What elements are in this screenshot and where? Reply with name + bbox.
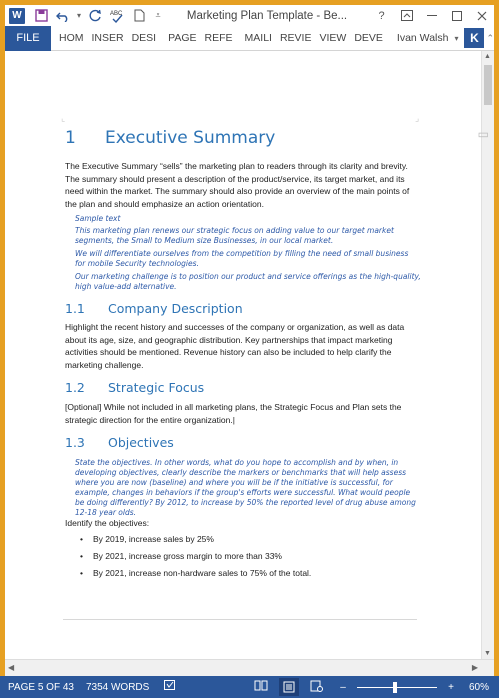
user-name[interactable]: Ivan Walsh [396, 32, 449, 44]
tab-view[interactable]: VIEW [319, 32, 347, 44]
heading-company-description [65, 301, 243, 316]
strategic-focus-paragraph: [Optional] While not included in all marketing plans, the Strategic Focus and Plan sets the strategic direction for the entire organization.| [65, 402, 402, 425]
heading-text: Company Description [108, 301, 243, 316]
ribbon-expand-icon[interactable]: ⌃ [486, 32, 495, 43]
scroll-down-icon[interactable]: ▼ [484, 650, 491, 657]
objectives-sample-paragraph: State the objectives. In other words, what do you hope to accomplish and by when, in developing objectives, clearly describe the markers or benchmarks that will help assess where you are now (baseline) and where you will be if the initiative is successful, for example, changes in behaviors if the group's efforts were successful. What would people be doing differently? By 2012, to increase by 50% the reported level of drug abuse among 12-18 year olds. [75, 458, 416, 517]
scroll-thumb[interactable] [484, 65, 492, 105]
customize-toolbar-icon[interactable]: ⩡ [155, 10, 161, 20]
list-item [80, 534, 214, 544]
document-area [5, 51, 494, 659]
user-menu-caret-icon[interactable]: ▾ [454, 33, 459, 43]
heading-text: Executive Summary [105, 128, 276, 148]
heading-strategic-focus [65, 380, 204, 395]
document-title: Marketing Plan Template - Be... [186, 9, 348, 22]
zoom-out-button[interactable]: – [340, 681, 346, 693]
help-button[interactable]: ? [378, 9, 385, 22]
scroll-left-icon[interactable]: ◀ [8, 663, 15, 672]
sample-text-label: Sample text [75, 214, 121, 223]
list-item [80, 568, 311, 578]
bullet-icon: • [80, 568, 83, 578]
web-layout-icon[interactable] [307, 680, 327, 695]
zoom-slider-thumb[interactable] [393, 682, 397, 693]
ribbon-tab-bar [5, 26, 494, 51]
save-icon[interactable] [31, 7, 51, 25]
proofing-icon[interactable] [161, 680, 181, 695]
heading-objectives [65, 435, 174, 450]
title-bar [5, 5, 494, 26]
vertical-scrollbar[interactable] [481, 51, 494, 659]
undo-icon[interactable] [53, 7, 73, 25]
heading-executive-summary [65, 128, 275, 148]
identify-objectives-text: Identify the objectives: [65, 518, 150, 528]
word-count[interactable]: 7354 WORDS [85, 681, 150, 693]
bullet-icon: • [80, 551, 83, 561]
avatar[interactable]: K [464, 28, 484, 48]
sample-paragraph: This marketing plan renews our strategic focus on adding value to our target market segments, the Small to Medium size Businesses, in our local market. [75, 226, 394, 245]
document-page[interactable] [5, 51, 481, 659]
ribbon-display-options-icon[interactable] [394, 5, 419, 26]
sample-paragraph: We will differentiate ourselves from the competition by filling the need of small business for mobile Security technologies. [75, 249, 409, 268]
heading-number: 1.3 [65, 435, 85, 450]
tab-file[interactable]: FILE [5, 26, 51, 51]
print-layout-icon[interactable] [279, 678, 299, 696]
heading-number: 1 [65, 128, 76, 148]
close-icon[interactable] [469, 5, 494, 26]
maximize-icon[interactable] [444, 5, 469, 26]
tab-references[interactable]: REFE [204, 32, 233, 44]
tab-developer[interactable]: DEVE [354, 32, 383, 44]
new-document-icon[interactable] [129, 7, 149, 25]
tab-design[interactable]: DESI [131, 32, 157, 44]
heading-text: Objectives [108, 435, 174, 450]
word-app-icon[interactable]: W [9, 8, 25, 24]
svg-text:ABC: ABC [110, 10, 123, 17]
page-count[interactable]: PAGE 5 OF 43 [8, 681, 74, 693]
tab-page-layout[interactable]: PAGE [168, 32, 197, 44]
horizontal-scrollbar[interactable] [5, 659, 494, 676]
sample-paragraph: Our marketing challenge is to position our product and service offerings as the high-quality, high value-add alternative. [75, 272, 421, 291]
list-item-text: By 2021, increase gross margin to more than 33% [93, 551, 282, 561]
margin-corner-mark: ⌟ [415, 113, 420, 123]
list-item-text: By 2021, increase non-hardware sales to 75% of the total. [93, 568, 312, 578]
zoom-in-button[interactable]: + [448, 681, 454, 693]
tab-home[interactable]: HOM [59, 32, 84, 44]
comment-icon[interactable]: ▭ [477, 127, 489, 141]
tab-review[interactable]: REVIE [279, 32, 312, 44]
bullet-icon: • [80, 534, 83, 544]
minimize-icon[interactable] [419, 5, 444, 26]
spelling-check-icon[interactable] [107, 7, 127, 25]
heading-text: Strategic Focus [108, 380, 205, 395]
scroll-up-icon[interactable]: ▲ [484, 53, 491, 60]
redo-icon[interactable] [85, 7, 105, 25]
status-bar [0, 676, 499, 698]
tab-insert[interactable]: INSER [91, 32, 124, 44]
undo-dropdown-icon[interactable]: ▾ [76, 11, 81, 20]
read-mode-icon[interactable] [251, 680, 271, 694]
executive-summary-paragraph: The Executive Summary “sells” the marketing plan to readers through its clarity and brevity. The summary should present a description of the product/service, its target market, and its need within the market. The summary should also provide an overview of the main points of the plan and should emphasize an action orientation. [65, 161, 410, 209]
tab-mailings[interactable]: MAILI [244, 32, 272, 44]
list-item [80, 551, 282, 561]
zoom-level[interactable]: 60% [468, 681, 489, 693]
company-description-paragraph: Highlight the recent history and successes of the company or organization, as well as data about its age, size, and geographic distribution. Key partnerships that impact marketing activities should be mentioned. Revenue history can also be included to help clarify the marketing challenge. [65, 322, 405, 370]
margin-corner-mark: ⌞ [61, 113, 66, 123]
zoom-slider[interactable] [357, 687, 437, 688]
page-footer-divider [63, 619, 417, 620]
scroll-right-icon[interactable]: ▶ [471, 663, 478, 672]
list-item-text: By 2019, increase sales by 25% [93, 534, 214, 544]
heading-number: 1.1 [65, 301, 85, 316]
heading-number: 1.2 [65, 380, 85, 395]
